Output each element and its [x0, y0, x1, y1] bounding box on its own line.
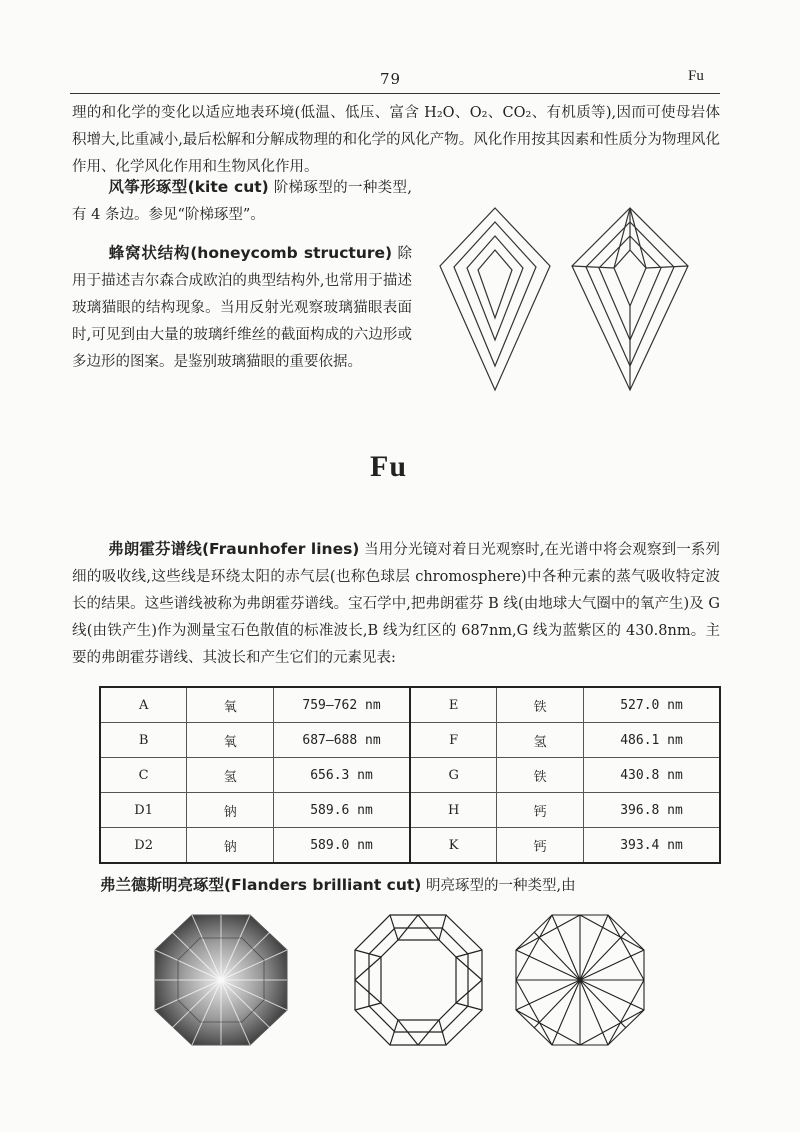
table-row — [100, 723, 720, 758]
flanders-cut-diagram — [150, 910, 710, 1050]
kite-cut-entry — [72, 174, 412, 229]
table-cell-wavelength: 687—688 nm — [274, 723, 410, 758]
table-cell-wavelength: 486.1 nm — [584, 723, 720, 758]
flanders-gem-photo — [155, 915, 287, 1045]
table-cell-wavelength: 759—762 nm — [274, 687, 410, 723]
fraunhofer-table — [99, 686, 721, 864]
table-row — [100, 758, 720, 793]
flanders-crown-figure — [355, 915, 482, 1045]
honeycomb-term: 蜂窝状结构(honeycomb structure) — [108, 244, 393, 262]
table-cell-line-label: G — [410, 758, 497, 793]
section-header: Fu — [688, 68, 704, 84]
table-cell-element: 钙 — [497, 793, 584, 828]
table-row — [100, 687, 720, 723]
table-cell-element: 铁 — [497, 687, 584, 723]
page-number: 79 — [380, 70, 402, 88]
table-cell-line-label: K — [410, 828, 497, 864]
fraunhofer-term: 弗朗霍芬谱线(Fraunhofer lines) — [108, 540, 360, 558]
table-cell-wavelength: 527.0 nm — [584, 687, 720, 723]
table-cell-element: 钠 — [187, 793, 274, 828]
table-cell-line-label: H — [410, 793, 497, 828]
table-cell-wavelength: 430.8 nm — [584, 758, 720, 793]
table-row — [100, 828, 720, 864]
table-cell-wavelength: 396.8 nm — [584, 793, 720, 828]
fraunhofer-definition: 当用分光镜对着日光观察时,在光谱中将会观察到一系列细的吸收线,这些线是环绕太阳的赤气层(也称色球层 chromosphere)中各种元素的蒸气吸收特定波长的结果。这些谱线被称为弗朗霍芬谱线。宝石学中,把弗朗霍芬 B 线(由地球大气圈中的氧产生)及 G 线(由铁产生)作为测量宝石色散值的标准波长,B 线为红区的 687nm,G 线为蓝紫区的 430.8nm。主要的弗朗霍芬谱线、其波长和产生它们的元素见表: — [72, 542, 721, 666]
table-cell-element: 钙 — [497, 828, 584, 864]
flanders-pavilion-figure — [516, 915, 644, 1045]
table-cell-wavelength: 589.0 nm — [274, 828, 410, 864]
kite-right-figure — [572, 208, 688, 390]
table-cell-wavelength: 393.4 nm — [584, 828, 720, 864]
table-cell-line-label: A — [100, 687, 187, 723]
kite-cut-term: 风筝形琢型(kite cut) — [108, 178, 269, 196]
table-cell-wavelength: 589.6 nm — [274, 793, 410, 828]
table-row — [100, 793, 720, 828]
table-cell-wavelength: 656.3 nm — [274, 758, 410, 793]
kite-cut-diagram — [430, 200, 730, 400]
table-cell-line-label: C — [100, 758, 187, 793]
flanders-entry — [100, 872, 740, 900]
table-cell-element: 氢 — [497, 723, 584, 758]
table-cell-line-label: B — [100, 723, 187, 758]
table-cell-line-label: D2 — [100, 828, 187, 864]
intro-paragraph: 理的和化学的变化以适应地表环境(低温、低压、富含 H₂O、O₂、CO₂、有机质等),因而可使母岩体积增大,比重减小,最后松解和分解成物理的和化学的风化产物。风化作用按其因素和性质分为物理风化作用、化学风化作用和生物风化作用。 — [72, 105, 720, 175]
table-cell-element: 氧 — [187, 687, 274, 723]
flanders-definition: 明亮琢型的一种类型,由 — [425, 878, 576, 894]
flanders-term: 弗兰德斯明亮琢型(Flanders brilliant cut) — [100, 876, 422, 894]
header-rule — [70, 93, 720, 94]
table-cell-line-label: D1 — [100, 793, 187, 828]
table-cell-line-label: F — [410, 723, 497, 758]
kite-cut-definition: 阶梯琢型的一种类型,有 4 条边。参见“阶梯琢型”。 — [72, 180, 413, 223]
table-cell-line-label: E — [410, 687, 497, 723]
table-cell-element: 氢 — [187, 758, 274, 793]
table-cell-element: 铁 — [497, 758, 584, 793]
kite-left-figure — [440, 208, 550, 390]
table-cell-element: 氧 — [187, 723, 274, 758]
honeycomb-entry — [72, 240, 412, 376]
section-title: Fu — [370, 450, 408, 483]
fraunhofer-entry — [72, 536, 720, 672]
table-cell-element: 钠 — [187, 828, 274, 864]
honeycomb-definition: 除用于描述吉尔森合成欧泊的典型结构外,也常用于描述玻璃猫眼的结构现象。当用反射光观察玻璃猫眼表面时,可见到由大量的玻璃纤维丝的截面构成的六边形或多边形的图案。是鉴别玻璃猫眼的重要依据。 — [72, 246, 413, 370]
